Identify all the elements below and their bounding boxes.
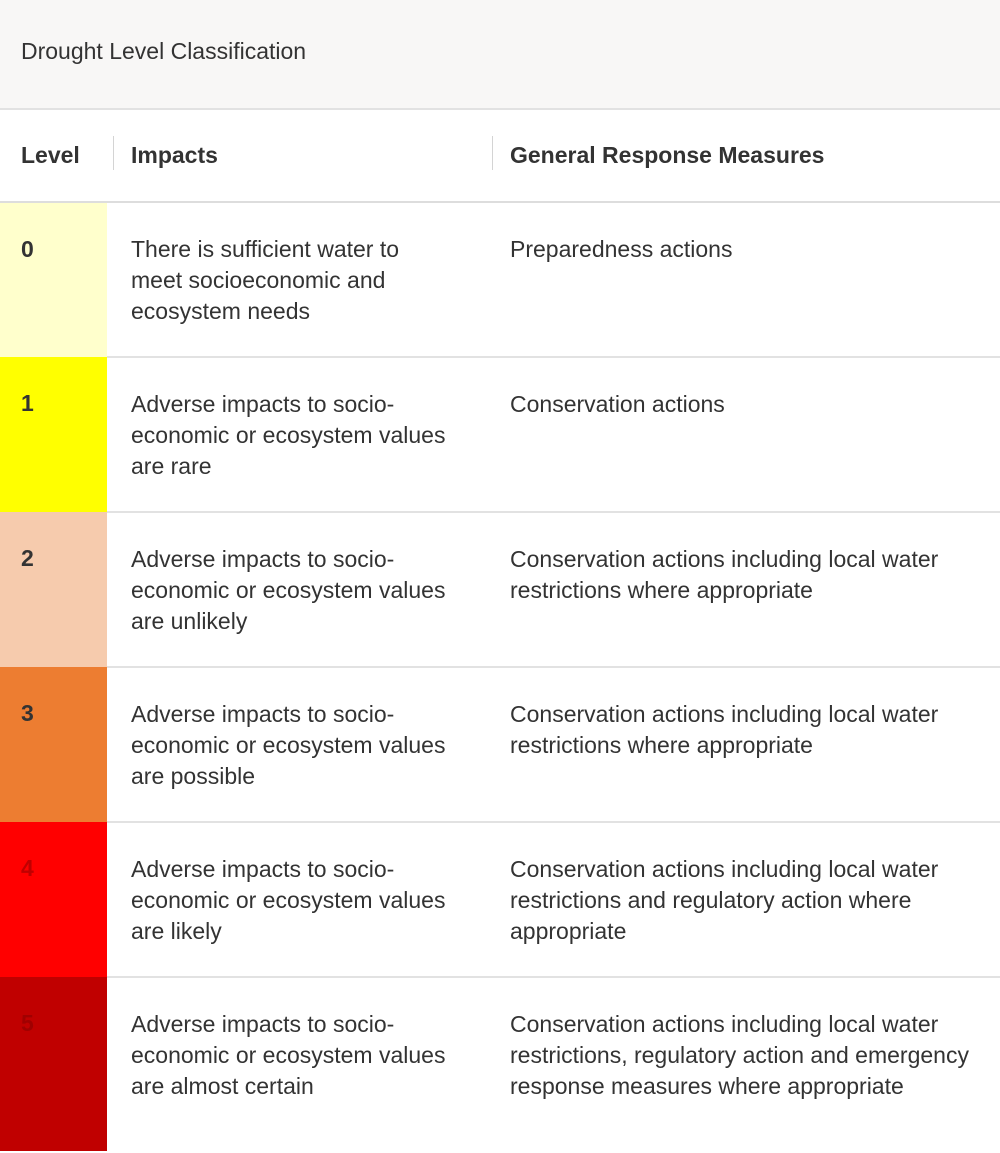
response-cell: Preparedness actions	[486, 202, 1000, 357]
level-cell: 3	[0, 667, 107, 822]
table-row	[0, 357, 1000, 512]
drought-level-table	[0, 110, 1000, 1151]
table-row	[0, 512, 1000, 667]
header-impacts	[107, 110, 486, 202]
response-cell: Conservation actions including local water restrictions, regulatory action and emergency response measures where appropriate	[510, 1011, 969, 1099]
header-level	[0, 110, 107, 202]
table-row	[0, 977, 1000, 1151]
level-cell: 4	[0, 822, 107, 977]
response-cell: Conservation actions including local water restrictions where appropriate	[486, 512, 1000, 667]
impacts-cell: There is sufficient water to meet socioeconomic and ecosystem needs	[107, 202, 486, 357]
table-row	[0, 202, 1000, 357]
impacts-cell: Adverse impacts to socio-economic or ecosystem values are unlikely	[107, 512, 486, 667]
impacts-cell: Adverse impacts to socio-economic or ecosystem values are almost certain	[131, 1011, 446, 1099]
impacts-cell: Adverse impacts to socio-economic or ecosystem values are possible	[107, 667, 486, 822]
header-level-label: Level	[21, 142, 80, 168]
header-response-label: General Response Measures	[486, 142, 1000, 169]
table-row	[0, 667, 1000, 822]
table-row	[0, 822, 1000, 977]
response-cell: Conservation actions including local water restrictions and regulatory action where appropriate	[486, 822, 1000, 977]
table-body	[0, 202, 1000, 1151]
table-caption: Drought Level Classification	[0, 0, 1000, 110]
impacts-cell: Adverse impacts to socio-economic or ecosystem values are likely	[107, 822, 486, 977]
level-cell: 5	[0, 977, 107, 1151]
header-row	[0, 110, 1000, 202]
response-cell: Conservation actions including local water restrictions where appropriate	[486, 667, 1000, 822]
header-impacts-label: Impacts	[107, 142, 486, 169]
response-cell: Conservation actions	[486, 357, 1000, 512]
level-cell: 0	[0, 202, 107, 357]
impacts-cell: Adverse impacts to socio-economic or ecosystem values are rare	[107, 357, 486, 512]
level-cell: 1	[0, 357, 107, 512]
header-response	[486, 110, 1000, 202]
table-header	[0, 110, 1000, 202]
level-cell: 2	[0, 512, 107, 667]
